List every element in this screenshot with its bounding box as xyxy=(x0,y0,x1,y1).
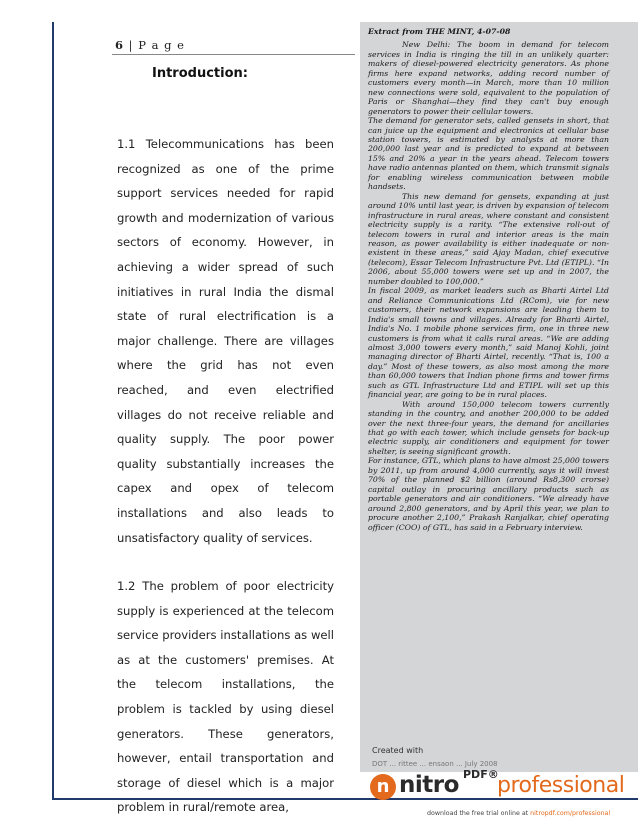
nitro-wordmark: nitro xyxy=(399,772,459,798)
watermark-footer-text: DOT ... rittee ... ensaon ... July 2008 xyxy=(372,760,498,768)
pdf-wordmark: PDF® xyxy=(463,768,499,781)
sidebar-paragraph: In fiscal 2009, as market leaders such as Bharti Airtel Ltd and Reliance Communications Ltd (RCom), vie for new customers, their network expansions are leading them to India's small towns and villages. Already for Bharti Airtel, India's No. 1 mobile phone services firm, one in three new customers is from what it calls rural areas. “We are adding almost 3,000 towers every month,” said Manoj Kohli, joint managing director of Bharti Airtel, recently. “That is, 100 a day.” Most of these towers, as also most among the more than 60,000 towers that Indian phone firms and tower firms such as GTL Infrastructure Ltd and ETIPL will set up this financial year, are going to be in rural places. xyxy=(368,286,609,400)
professional-wordmark: professional xyxy=(497,773,625,798)
page-number: 6 | P a g e xyxy=(115,38,185,52)
paragraph-1-2: 1.2 The problem of poor electricity supply is experienced at the telecom service providers installations as well as at the customers' premises. At the telecom installations, the problem is tackled by using diesel generators. These generators, however, entail transportation and storage of diesel which is a major problem in rural/remote area, xyxy=(117,579,334,815)
sidebar-paragraph: With around 150,000 telecom towers currently standing in the country, and another 200,000 to be added over the next three-four years, the demand for ancillaries that go with each tower, which include gensets for back-up electric supply, air conditioners and equipment for tower shelter, is seeing significant growth. xyxy=(368,399,609,456)
download-trial-text: download the free trial online at nitropdf.com/professional xyxy=(427,810,611,817)
created-with-label: Created with xyxy=(372,746,424,755)
body-text xyxy=(117,132,334,820)
sidebar-extract xyxy=(368,27,609,532)
sidebar-paragraph: For instance, GTL, which plans to have almost 25,000 towers by 2011, up from around 4,000 currently, says it will invest 70% of the planned $2 billion (around Rs8,300 crorse) capital outlay in procuring ancillary products such as portable generators and air conditioners. “We already have around 2,800 generators, and by April this year, we plan to procure another 2,100,” Prakash Ranjalkar, chief operating officer (COO) of GTL, has said in a February interview. xyxy=(368,456,609,532)
sidebar-paragraph: This new demand for gensets, expanding at just around 10% until last year, is driven by expansion of telecom infrastructure in rural areas, where constant and consistent electricity supply is a rarity. “The extensive roll-out of telecom towers in rural and interior areas is the main reason, as power availability is either inadequate or non-existent in these areas,” said Ajay Madan, chief executive (telecom), Essar Telecom Infrastructure Pvt. Ltd (ETIPL). “In 2006, about 55,000 towers were set up and in 2007, the number doubled to 100,000.” xyxy=(368,191,609,286)
sidebar-paragraph: New Delhi: The boom in demand for telecom services in India is ringing the till in an unlikely quarter: makers of diesel-powered electricity generators. As phone firms here expand networks, adding record number of customers every month—in March, more than 10 million new connections were sold, equivalent to the population of Paris or Shanghai—they find they can't buy enough generators to power their cellular towers. xyxy=(368,40,609,116)
sidebar-title: Extract from THE MINT, 4-07-08 xyxy=(368,27,511,36)
download-link[interactable]: nitropdf.com/professional xyxy=(530,810,611,817)
paragraph-1-1: 1.1 Telecommunications has been recognized as one of the prime support services needed for rapid growth and modernization of various sectors of economy. However, in achieving a wider spread of such initiatives in rural India the dismal state of rural electrification is a major challenge. There are villages where the grid has not even reached, and even electrified villages do not receive reliable and quality supply. The poor power quality substantially increases the capex and opex of telecom installations and also leads to unsatisfactory quality of services. xyxy=(117,137,334,545)
section-title: Introduction: xyxy=(152,66,248,81)
header-rule xyxy=(112,54,355,55)
sidebar-paragraph: The demand for generator sets, called gensets in short, that can juice up the equipment and electronics at cellular base station towers, is estimated by analysts at more than 200,000 last year and is predicted to expand at between 15% and 20% a year in the years ahead. Telecom towers have radio antennas planted on them, which transmit signals for enabling wireless communication between mobile handsets. xyxy=(368,116,609,192)
nitro-logo[interactable] xyxy=(370,768,632,806)
nitro-n-icon: n xyxy=(370,774,396,800)
